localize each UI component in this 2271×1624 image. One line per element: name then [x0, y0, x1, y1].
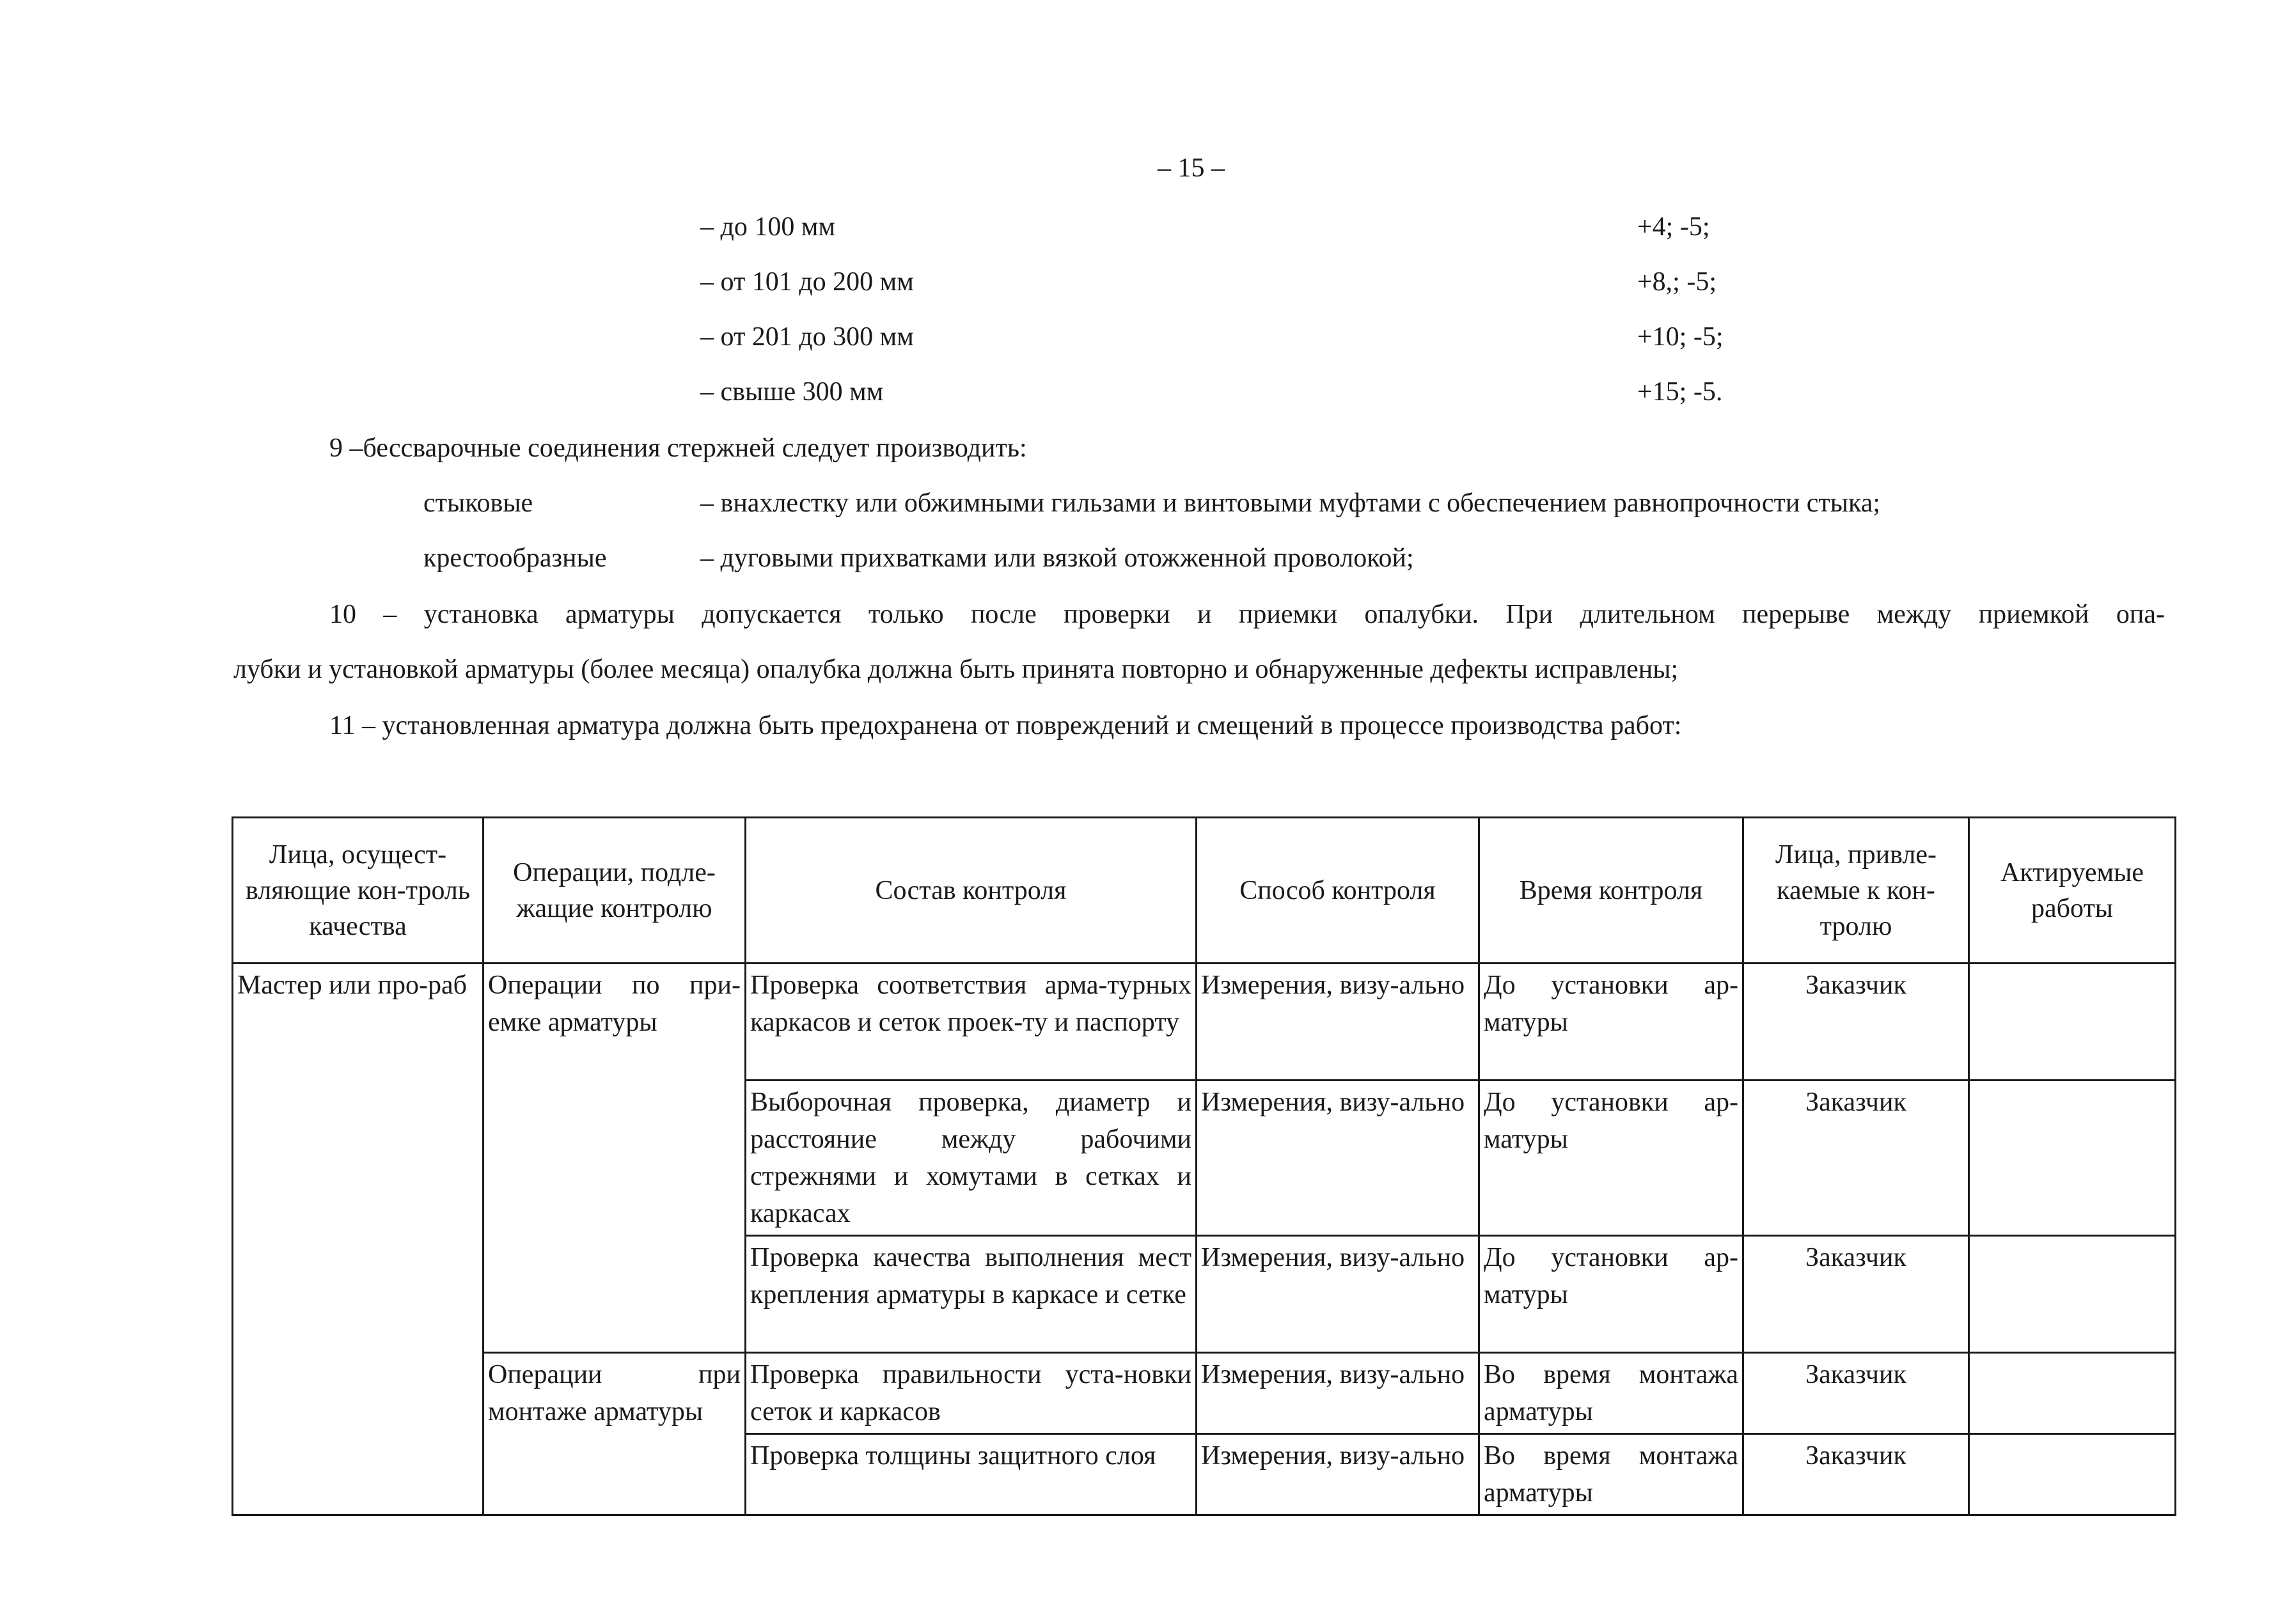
item-9-text: 9 –бессварочные соединения стержней следует производить: — [329, 433, 1027, 463]
tolerance-value: +8,; -5; — [1637, 267, 1717, 297]
header-acts: Актируемые работы — [1969, 818, 2176, 964]
time-cell: Во время монтажа арматуры — [1479, 1353, 1743, 1434]
involved-cell: Заказчик — [1743, 1236, 1969, 1353]
quality-control-table — [232, 816, 2176, 1516]
tolerance-value: +15; -5. — [1637, 377, 1723, 407]
involved-cell: Заказчик — [1743, 1081, 1969, 1236]
acts-cell — [1969, 1434, 2176, 1515]
operation-cell: Операции по при-емке арматуры — [483, 964, 746, 1353]
operation-cell: Операции при монтаже арматуры — [483, 1353, 746, 1515]
joint-type-term: крестообразные — [423, 543, 607, 573]
tolerance-label: – от 201 до 300 мм — [700, 322, 914, 352]
method-cell: Измерения, визу-ально — [1197, 1353, 1479, 1434]
composition-cell: Проверка правильности уста-новки сеток и каркасов — [746, 1353, 1197, 1434]
acts-cell — [1969, 964, 2176, 1081]
persons-cell: Мастер или про-раб — [233, 964, 483, 1515]
acts-cell — [1969, 1081, 2176, 1236]
composition-cell: Проверка соответствия арма-турных каркасов и сеток проек-ту и паспорту — [746, 964, 1197, 1081]
time-cell: До установки ар-матуры — [1479, 964, 1743, 1081]
joint-type-term: стыковые — [423, 488, 533, 518]
tolerance-value: +4; -5; — [1637, 212, 1710, 242]
time-cell: До установки ар-матуры — [1479, 1236, 1743, 1353]
method-cell: Измерения, визу-ально — [1197, 1236, 1479, 1353]
header-persons-involved: Лица, привле-каемые к кон-тролю — [1743, 818, 1969, 964]
composition-cell: Проверка толщины защитного слоя — [746, 1434, 1197, 1515]
header-time: Время контроля — [1479, 818, 1743, 964]
header-persons-control: Лица, осущест-вляющие кон-троль качества — [233, 818, 483, 964]
tolerance-label: – от 101 до 200 мм — [700, 267, 914, 297]
item-10-line-2: лубки и установкой арматуры (более месяца) опалубка должна быть принята повторно и обнаруженные дефекты исправлены; — [233, 655, 1679, 684]
joint-type-definition: – внахлестку или обжимными гильзами и винтовыми муфтами с обеспечением равнопрочности стыка; — [700, 488, 1881, 518]
involved-cell: Заказчик — [1743, 964, 1969, 1081]
method-cell: Измерения, визу-ально — [1197, 1434, 1479, 1515]
header-composition: Состав контроля — [746, 818, 1197, 964]
tolerance-value: +10; -5; — [1637, 322, 1724, 352]
acts-cell — [1969, 1236, 2176, 1353]
header-operations: Операции, подле-жащие контролю — [483, 818, 746, 964]
tolerance-label: – свыше 300 мм — [700, 377, 884, 407]
table-row — [233, 964, 2176, 1081]
acts-cell — [1969, 1353, 2176, 1434]
item-10-line-1: 10 – установка арматуры допускается только после проверки и приемки опалубки. При длительном перерыве между приемкой опа- — [329, 600, 2165, 629]
table-header-row — [233, 818, 2176, 964]
time-cell: До установки ар-матуры — [1479, 1081, 1743, 1236]
composition-cell: Выборочная проверка, диаметр и расстояние между рабочими стрежнями и хомутами в сетках и каркасах — [746, 1081, 1197, 1236]
method-cell: Измерения, визу-ально — [1197, 964, 1479, 1081]
time-cell: Во время монтажа арматуры — [1479, 1434, 1743, 1515]
joint-type-definition: – дуговыми прихватками или вязкой отожженной проволокой; — [700, 543, 1414, 573]
composition-cell: Проверка качества выполнения мест крепления арматуры в каркасе и сетке — [746, 1236, 1197, 1353]
item-11-text: 11 – установленная арматура должна быть предохранена от повреждений и смещений в процессе производства работ: — [329, 711, 1682, 740]
involved-cell: Заказчик — [1743, 1353, 1969, 1434]
page-number: – 15 – — [1158, 153, 1225, 183]
tolerance-label: – до 100 мм — [700, 212, 836, 242]
header-method: Способ контроля — [1197, 818, 1479, 964]
involved-cell: Заказчик — [1743, 1434, 1969, 1515]
method-cell: Измерения, визу-ально — [1197, 1081, 1479, 1236]
table-row — [233, 1353, 2176, 1434]
